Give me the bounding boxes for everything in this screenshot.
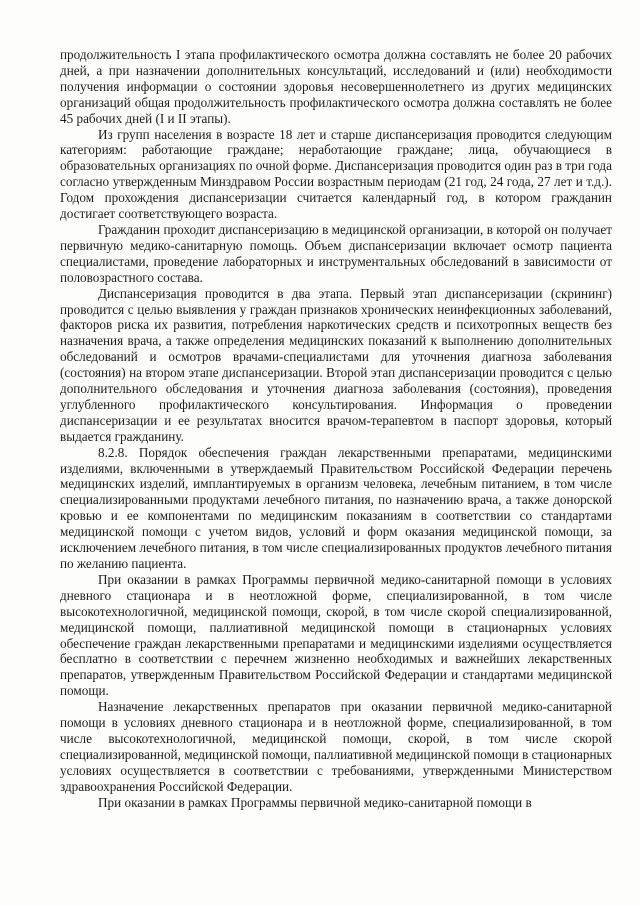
paragraph-primary-care-continued: При оказании в рамках Программы первичной медико-санитарной помощи в: [98, 794, 532, 810]
paragraph-dispensarization-groups: Из групп населения в возрасте 18 лет и старше диспансеризация проводится следующим категориям: работающие граждане; неработающие граждане; лица, обучающиеся в образовательных организациях по очной форме. Диспансеризация проводится один раз в три года согласно утвержденным Минздравом России возрастным периодам (21 год, 24 года, 27 лет и т.д.). Годом прохождения диспансеризации считается календарный год, в котором гражданин достигает соответствующего возраста.: [60, 126, 612, 222]
document-body: [60, 47, 612, 811]
paragraph-dispensarization-organization: Гражданин проходит диспансеризацию в медицинской организации, в которой он получает первичную медико-санитарную помощь. Объем диспансеризации включает осмотр пациента специалистами, проведение лабораторных и инструментальных обследований в зависимости от половозрастного состава.: [60, 221, 612, 285]
paragraph-prescription-requirements: Назначение лекарственных препаратов при оказании первичной медико-санитарной помощи в условиях дневного стационара и в неотложной форме, специализированной, в том числе высокотехнологичной, медицинской помощи, скорой, в том числе скорой специализированной, медицинской помощи, паллиативной медицинской помощи в стационарных условиях осуществляется в соответствии с требованиями, утвержденными Министерством здравоохранения Российской Федерации.: [60, 699, 612, 794]
paragraph-free-medicines: При оказании в рамках Программы первичной медико-санитарной помощи в условиях дневного стационара и в неотложной форме, специализированной, в том числе высокотехнологичной, медицинской помощи, скорой, в том числе скорой специализированной, медицинской помощи, паллиативной медицинской помощи в стационарных условиях обеспечение граждан лекарственными препаратами и медицинскими изделиями осуществляется бесплатно в соответствии с перечнем жизненно необходимых и важнейших лекарственных препаратов, утвержденным Правительством Российской Федерации и стандартами медицинской помощи.: [60, 571, 612, 699]
paragraph-profilactic-exam-duration: продолжительность I этапа профилактического осмотра должна составлять не более 20 рабочих дней, а при назначении дополнительных консультаций, исследований и (или) необходимости получения информации о состоянии здоровья несовершеннолетнего из других медицинских организаций общая продолжительность профилактического осмотра должна составлять не более 45 рабочих дней (I и II этапы).: [60, 47, 612, 126]
paragraph-section-8-2-8: 8.2.8. Порядок обеспечения граждан лекарственными препаратами, медицинскими изделиями, включенными в утверждаемый Правительством Российской Федерации перечень медицинских изделий, имплантируемых в организм человека, лечебным питанием, в том числе специализированными продуктами лечебного питания, по назначению врача, а также донорской кровью и ее компонентами по медицинским показаниям в соответствии со стандартами медицинской помощи с учетом видов, условий и форм оказания медицинской помощи, за исключением лечебного питания, в том числе специализированных продуктов лечебного питания по желанию пациента.: [60, 444, 612, 571]
paragraph-dispensarization-stages: Диспансеризация проводится в два этапа. Первый этап диспансеризации (скрининг) проводится с целью выявления у граждан признаков хронических неинфекционных заболеваний, факторов риска их развития, потребления наркотических средств и психотропных веществ без назначения врача, а также определения медицинских показаний к выполнению дополнительных обследований и осмотров врачами-специалистами для уточнения диагноза заболевания (состояния) на втором этапе диспансеризации. Второй этап диспансеризации проводится с целью дополнительного обследования и уточнения диагноза заболевания (состояния), проведения углубленного профилактического консультирования. Информация о проведении диспансеризации и ее результатах вносится врачом-терапевтом в паспорт здоровья, который выдается гражданину.: [60, 285, 612, 444]
